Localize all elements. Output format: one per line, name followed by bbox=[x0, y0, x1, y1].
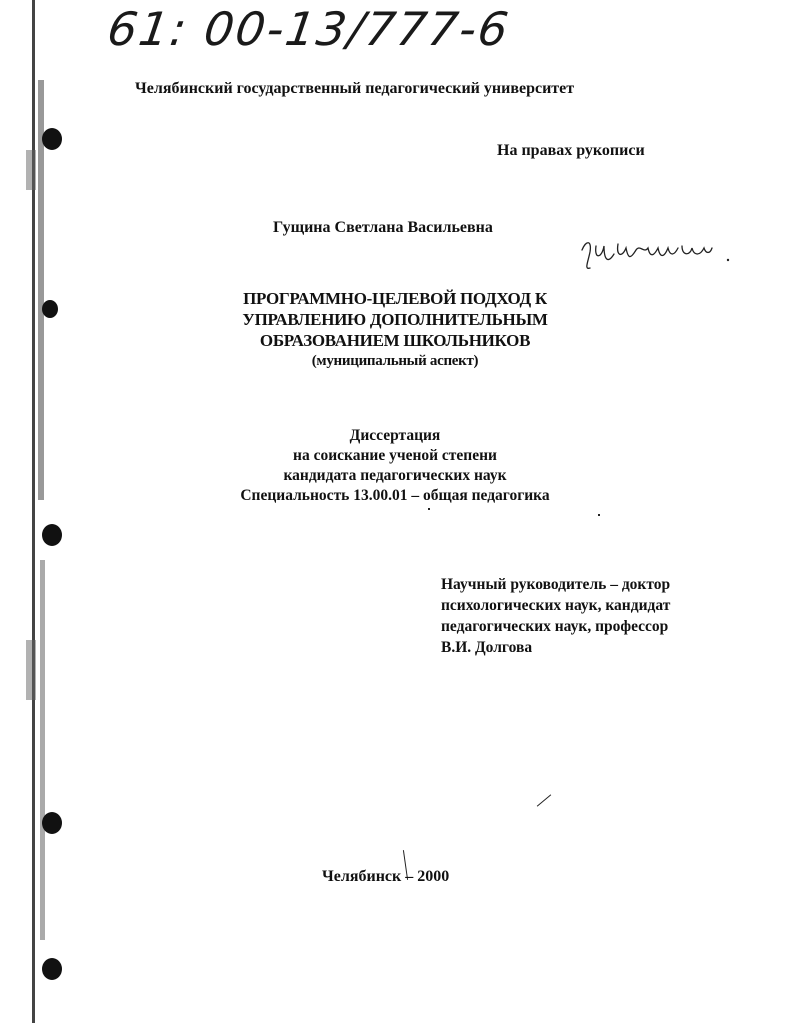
city-and-year: Челябинск – 2000 bbox=[322, 868, 450, 885]
punch-hole-mark bbox=[42, 128, 62, 150]
author-signature bbox=[578, 230, 738, 280]
punch-hole-mark bbox=[42, 524, 62, 546]
author-name: Гущина Светлана Васильевна bbox=[273, 219, 493, 236]
handwritten-catalog-code: 61: 00-13/777-6 bbox=[104, 2, 514, 56]
advisor-line: педагогических наук, профессор bbox=[441, 618, 669, 635]
title-line: УПРАВЛЕНИЮ ДОПОЛНИТЕЛЬНЫМ bbox=[242, 310, 548, 329]
title-subtitle: (муниципальный аспект) bbox=[311, 353, 479, 369]
title-line: ОБРАЗОВАНИЕМ ШКОЛЬНИКОВ bbox=[259, 331, 531, 350]
dissertation-line: Диссертация bbox=[349, 427, 441, 444]
punch-hole-mark bbox=[42, 958, 62, 980]
scan-mark bbox=[428, 508, 430, 510]
binding-strip bbox=[18, 0, 60, 1023]
scan-mark bbox=[537, 794, 551, 806]
dissertation-line: на соискание ученой степени bbox=[293, 447, 497, 464]
advisor-line: психологических наук, кандидат bbox=[441, 597, 671, 614]
punch-hole-mark bbox=[42, 300, 58, 318]
title-line: ПРОГРАММНО-ЦЕЛЕВОЙ ПОДХОД К bbox=[243, 289, 547, 308]
dissertation-line: кандидата педагогических наук bbox=[283, 467, 507, 484]
manuscript-rights-note: На правах рукописи bbox=[497, 142, 645, 159]
dissertation-description bbox=[170, 426, 620, 506]
punch-hole-mark bbox=[42, 812, 62, 834]
scientific-advisor bbox=[441, 574, 741, 658]
scan-mark bbox=[598, 514, 600, 516]
advisor-line: Научный руководитель – доктор bbox=[441, 576, 671, 593]
specialty-line: Специальность 13.00.01 – общая педагогика bbox=[240, 487, 550, 504]
dissertation-title bbox=[200, 288, 590, 372]
university-name: Челябинский государственный педагогический университет bbox=[135, 80, 575, 97]
advisor-name: В.И. Долгова bbox=[441, 639, 533, 656]
